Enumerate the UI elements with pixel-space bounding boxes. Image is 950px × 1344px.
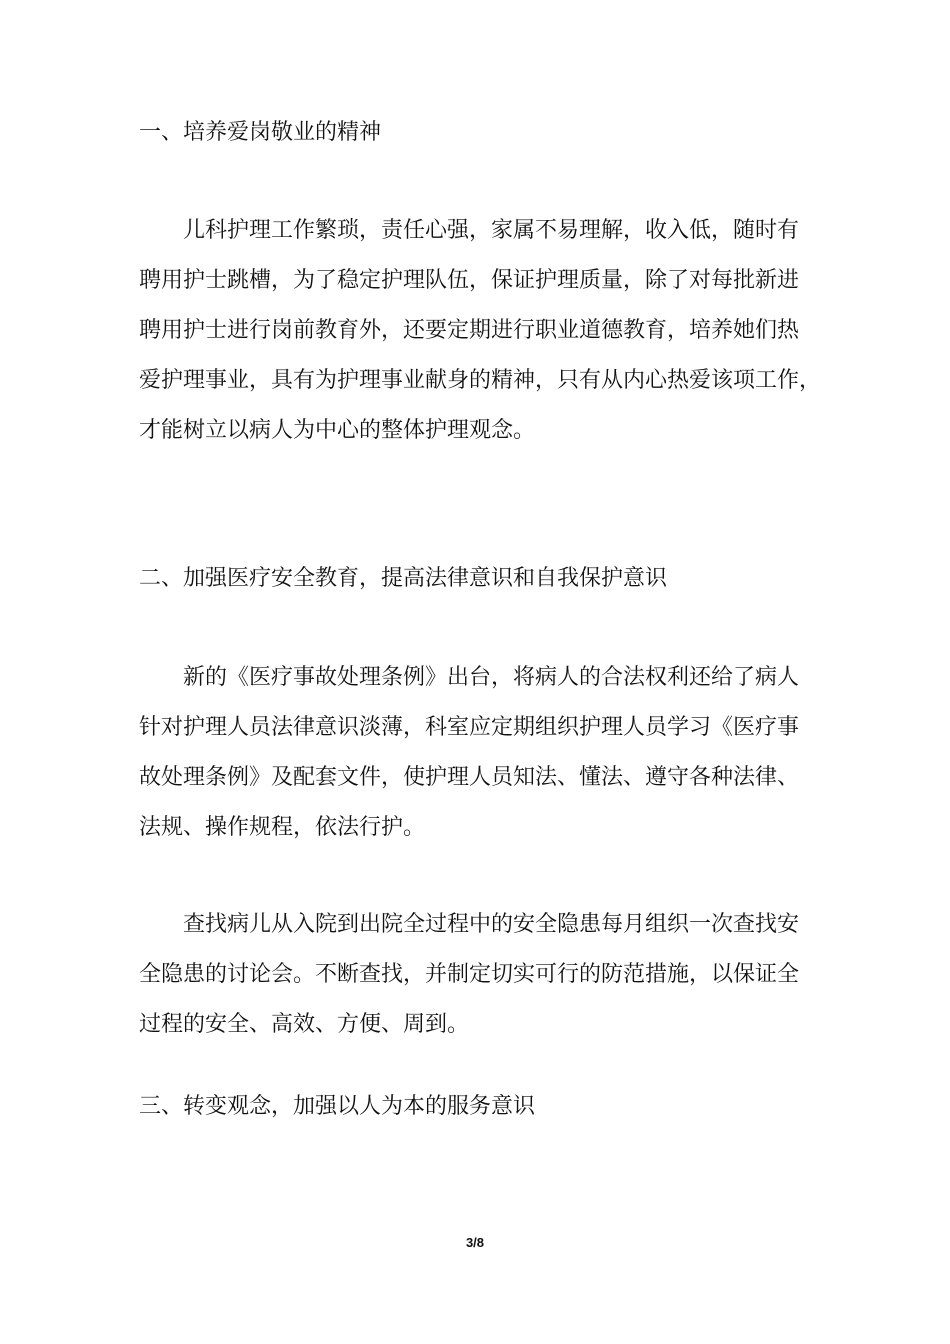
section-2-paragraph-2 [139,900,829,1050]
paragraph-line: 聘用护士进行岗前教育外，还要定期进行职业道德教育，培养她们热 [139,318,800,343]
paragraph-line: 才能树立以病人为中心的整体护理观念。 [139,418,536,443]
section-2-paragraph-1 [139,653,829,853]
section-1-paragraph-1 [139,206,829,456]
paragraph-line: 针对护理人员法律意识淡薄，科室应定期组织护理人员学习《医疗事 [139,715,800,740]
paragraph-line: 儿科护理工作繁琐，责任心强，家属不易理解，收入低，随时有 [183,218,800,243]
section-2-heading: 二、加强医疗安全教育，提高法律意识和自我保护意识 [139,566,668,591]
section-3-heading: 三、转变观念，加强以人为本的服务意识 [139,1094,536,1119]
section-1-heading: 一、培养爱岗敬业的精神 [139,120,382,145]
paragraph-line: 全隐患的讨论会。不断查找，并制定切实可行的防范措施，以保证全 [139,962,800,987]
page-number: 3/8 [465,1235,485,1250]
paragraph-line: 爱护理事业，具有为护理事业献身的精神，只有从内心热爱该项工作， [139,368,822,393]
paragraph-line: 查找病儿从入院到出院全过程中的安全隐患每月组织一次查找安 [183,912,800,937]
paragraph-line: 法规、操作规程，依法行护。 [139,815,426,840]
paragraph-line: 故处理条例》及配套文件，使护理人员知法、懂法、遵守各种法律、 [139,765,800,790]
paragraph-line: 聘用护士跳槽，为了稳定护理队伍，保证护理质量，除了对每批新进 [139,268,800,293]
paragraph-line: 新的《医疗事故处理条例》出台，将病人的合法权利还给了病人 [183,665,800,690]
paragraph-line: 过程的安全、高效、方便、周到。 [139,1012,470,1037]
